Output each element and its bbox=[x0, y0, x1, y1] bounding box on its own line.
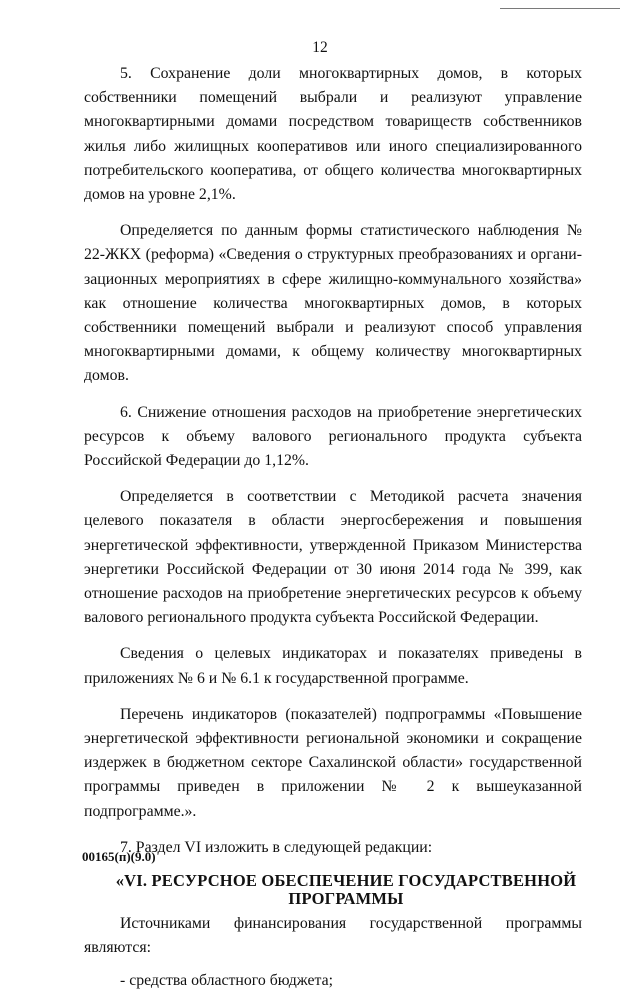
paragraph-definition-6: Определяется в соответствии с Методикой расчета значения целевого показателя в области энергосбережения и повышения энергетической эффективности, утвержденной Приказом Министерства энергетики Российской Федерации от 30 июня 2014 года № 399, как отношение расходов на приобретение энергетических ресурсов к объему валового регионального продукта субъекта Российской Федерации. bbox=[84, 488, 582, 627]
section-heading: «VI. РЕСУРСНОЕ ОБЕСПЕЧЕНИЕ ГОСУДАРСТВЕННОЙ ПРОГРАММЫ bbox=[115, 871, 577, 909]
paragraph-indicators-list: Перечень индикаторов (показателей) подпрограммы «Повышение энергетической эффективности региональной экономики и сокращение издержек в бюджетном секторе Сахалинской области» государственной программы приведен в приложении № 2 к вышеуказанной подпрограмме.». bbox=[84, 705, 582, 820]
top-rule bbox=[500, 8, 620, 9]
document-code: 00165(п)(9.0) bbox=[82, 849, 156, 864]
paragraph-funding-sources: Источниками финансирования государственной программы являются: bbox=[84, 915, 582, 957]
paragraph-definition-5: Определяется по данным формы статистического наблюдения № 22-ЖКХ (реформа) «Сведения о структурных преобразованиях и организационных мероприятиях в сфере жилищно-коммунального хозяйства» как отношение количества многоквартирных домов, в которых собственники помещений выбрали и реализуют способ управления многоквартирными домами, к общему количеству многоквартирных домов. bbox=[84, 222, 582, 385]
paragraph-indicators-info: Сведения о целевых индикаторах и показателях приведены в приложениях № 6 и № 6.1 к государственной программе. bbox=[84, 645, 582, 687]
paragraph-funding-item: - средства областного бюджета; bbox=[120, 971, 334, 989]
paragraph-item-6: 6. Снижение отношения расходов на приобретение энергетических ресурсов к объему валового регионального продукта субъекта Российской Федерации до 1,12%. bbox=[84, 403, 582, 470]
page-number: 12 bbox=[312, 39, 328, 56]
paragraph-item-7: 7. Раздел VI изложить в следующей редакции: bbox=[120, 838, 433, 856]
document-body bbox=[84, 62, 582, 993]
paragraph-item-5: 5. Сохранение доли многоквартирных домов, в которых собственники помещений выбрали и реализуют управление многоквартирными домами посредством товариществ собственников жилья либо жилищных кооперативов или иного специализированного потребительского кооператива, от общего количества многоквартирных домов на уровне 2,1%. bbox=[84, 65, 582, 204]
